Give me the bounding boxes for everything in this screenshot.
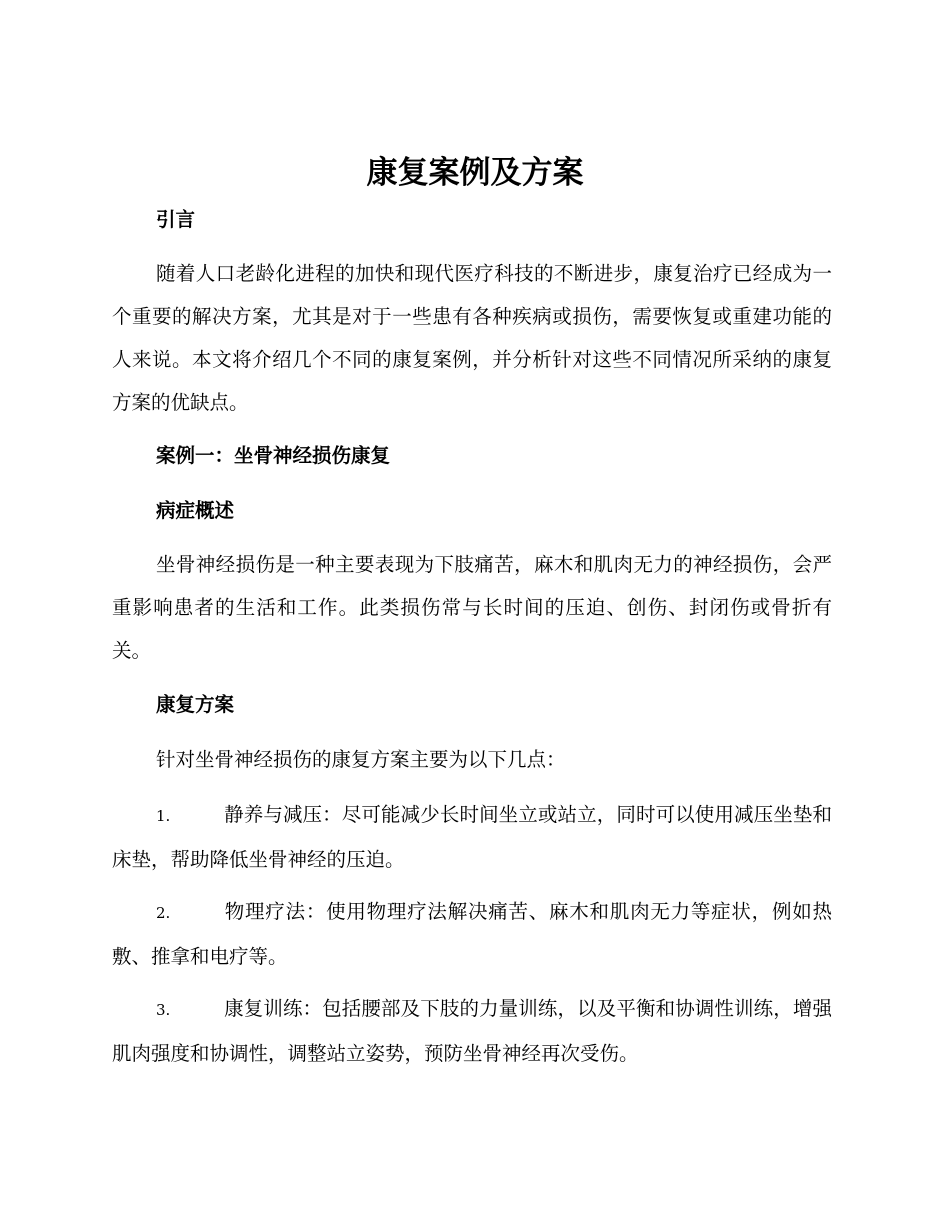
document-title: 康复案例及方案 bbox=[366, 155, 584, 191]
intro-heading: 引言 bbox=[156, 208, 196, 231]
list-item-text: 康复训练：包括腰部及下肢的力量训练，以及平衡和协调性训练，增强肌肉强度和协调性，调整站立姿势，预防坐骨神经再次受伤。 bbox=[112, 997, 832, 1065]
list-item bbox=[112, 987, 832, 1075]
case1-overview-heading: 病症概述 bbox=[156, 499, 235, 522]
list-item-number: 1. bbox=[156, 807, 171, 825]
list-item-text: 静养与减压：尽可能减少长时间坐立或站立，同时可以使用减压坐垫和床垫，帮助降低坐骨神经的压迫。 bbox=[112, 803, 832, 871]
list-item bbox=[112, 890, 832, 978]
intro-paragraph: 随着人口老龄化进程的加快和现代医疗科技的不断进步，康复治疗已经成为一个重要的解决方案，尤其是对于一些患有各种疾病或损伤，需要恢复或重建功能的人来说。本文将介绍几个不同的康复案例，并分析针对这些不同情况所采纳的康复方案的优缺点。 bbox=[112, 262, 832, 414]
list-item-text: 物理疗法：使用物理疗法解决痛苦、麻木和肌肉无力等症状，例如热敷、推拿和电疗等。 bbox=[112, 900, 832, 968]
case1-heading: 案例一：坐骨神经损伤康复 bbox=[156, 444, 391, 467]
list-item bbox=[112, 793, 832, 881]
list-item-number: 2. bbox=[156, 904, 171, 922]
case1-plan-heading: 康复方案 bbox=[156, 693, 235, 716]
case1-plan-intro: 针对坐骨神经损伤的康复方案主要为以下几点： bbox=[156, 748, 566, 771]
case1-overview-paragraph: 坐骨神经损伤是一种主要表现为下肢痛苦，麻木和肌肉无力的神经损伤，会严重影响患者的生活和工作。此类损伤常与长时间的压迫、创伤、封闭伤或骨折有关。 bbox=[112, 553, 832, 662]
list-item-number: 3. bbox=[156, 1001, 171, 1019]
